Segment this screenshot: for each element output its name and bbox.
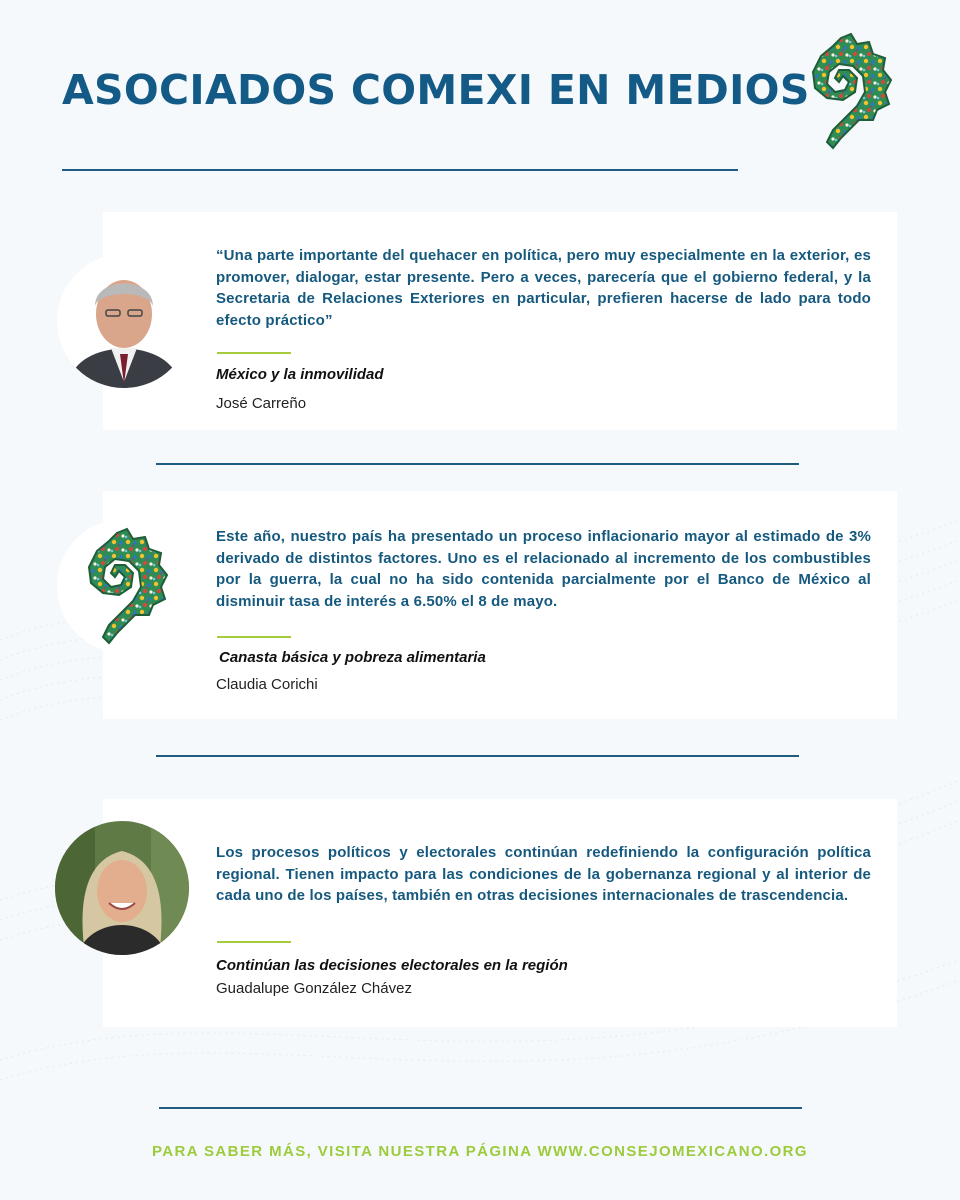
page-title: ASOCIADOS COMEXI EN MEDIOS — [62, 66, 810, 114]
author-name: José Carreño — [216, 395, 307, 412]
article-title: México y la inmovilidad — [216, 366, 384, 383]
article-title: Continúan las decisiones electorales en la región — [216, 957, 568, 974]
quote-text: Los procesos políticos y electorales continúan redefiniendo la configuración política regional. Tienen impacto para las condiciones de la gobernanza regional y al interior de cada uno de los países, también en otras decisiones internacionales de trascendencia. — [216, 844, 871, 904]
article-title: Canasta básica y pobreza alimentaria — [219, 649, 486, 666]
section-divider — [156, 463, 799, 465]
comexi-logo-icon — [793, 30, 903, 152]
media-card-1 — [103, 212, 897, 430]
footer-website-link[interactable]: PARA SABER MÁS, VISITA NUESTRA PÁGINA WWW.CONSEJOMEXICANO.ORG — [152, 1143, 808, 1160]
quote-text: “Una parte importante del quehacer en política, pero muy especialmente en la exterior, es promover, dialogar, estar presente. Pero a veces, parecería que el gobierno federal, y la Secretaria de Relaciones Exteriores en particular, prefieren hacerse de lado para todo efecto práctico” — [216, 247, 871, 329]
section-divider — [156, 755, 799, 757]
author-portrait-icon — [55, 821, 189, 955]
accent-line — [217, 636, 291, 638]
media-card-3 — [103, 799, 897, 1027]
accent-line — [217, 941, 291, 943]
author-name: Guadalupe González Chávez — [216, 980, 412, 997]
author-name: Claudia Corichi — [216, 676, 318, 693]
media-card-2 — [103, 491, 897, 719]
author-portrait-icon — [57, 254, 191, 388]
accent-line — [217, 352, 291, 354]
footer-divider — [159, 1107, 802, 1109]
comexi-logo-icon — [57, 519, 191, 653]
quote-text: Este año, nuestro país ha presentado un proceso inflacionario mayor al estimado de 3% derivado de distintos factores. Uno es el relacionado al incremento de los combustibles por la guerra, la cual no ha sido contenida parcialmente por el Banco de México al disminuir tasa de interés a 6.50% el 8 de mayo. — [216, 528, 871, 610]
header-divider — [62, 169, 738, 171]
